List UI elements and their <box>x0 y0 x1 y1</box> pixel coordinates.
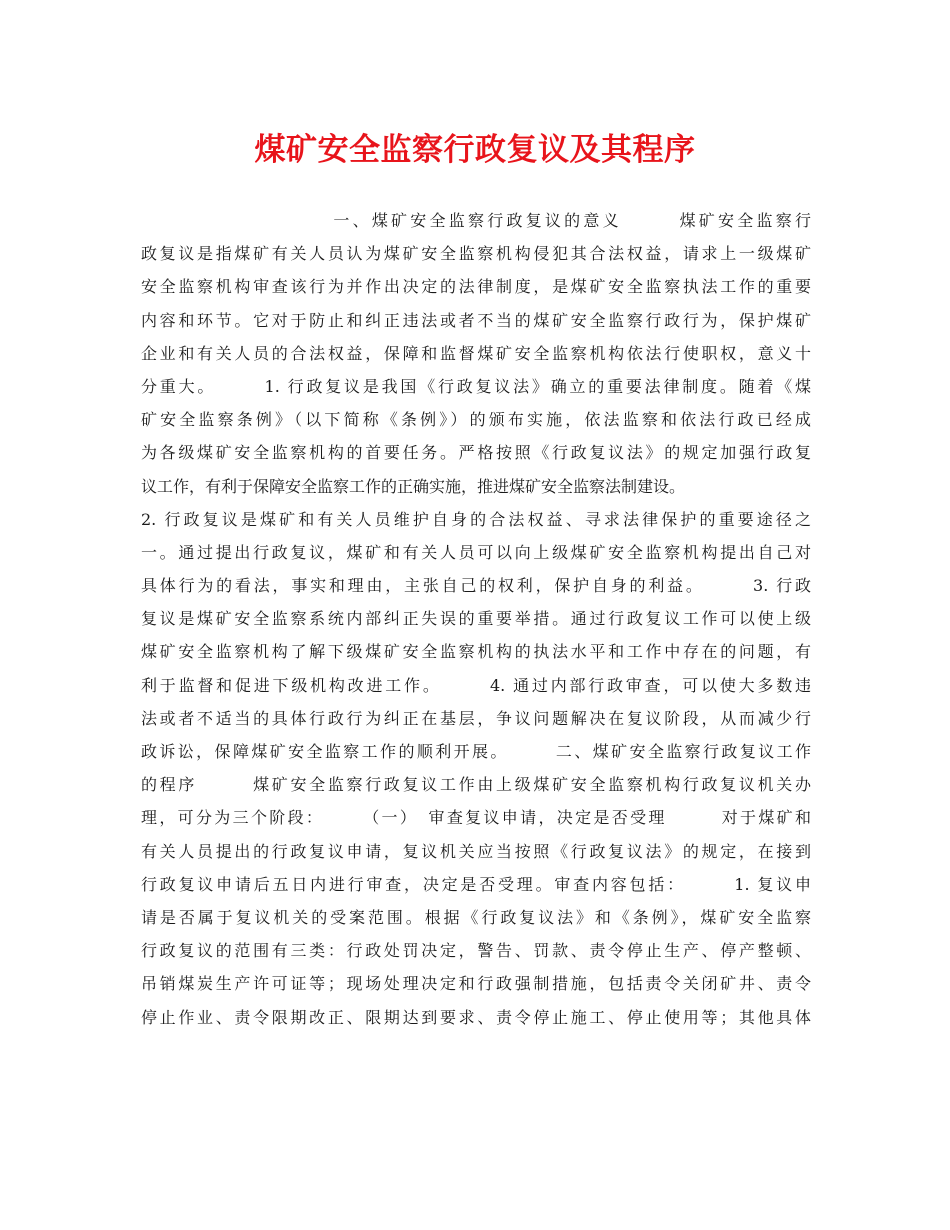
body-line: 政诉讼，保障煤矿安全监察工作的顺利开展。 二、煤矿安全监察行政复议工作 <box>141 742 811 761</box>
body-line: 2. 行政复议是煤矿和有关人员维护自身的合法权益、寻求法律保护的重要途径之 <box>141 509 811 529</box>
body-line: 为各级煤矿安全监察机构的首要任务。严格按照《行政复议法》的规定加强行政复 <box>141 443 811 463</box>
body-line: 吊销煤炭生产许可证等；现场处理决定和行政强制措施，包括责令关闭矿井、责令 <box>141 974 811 994</box>
body-line: 的程序 煤矿安全监察行政复议工作由上级煤矿安全监察机构行政复议机关办 <box>141 775 811 795</box>
body-line: 政复议是指煤矿有关人员认为煤矿安全监察机构侵犯其合法权益，请求上一级煤矿 <box>141 244 811 264</box>
body-line: 行政复议的范围有三类：行政处罚决定，警告、罚款、责令停止生产、停产整顿、 <box>141 941 811 961</box>
body-line: 内容和环节。它对于防止和纠正违法或者不当的煤矿安全监察行政行为，保护煤矿 <box>141 310 811 330</box>
body-line: 法或者不适当的具体行政行为纠正在基层，争议问题解决在复议阶段，从而减少行 <box>141 708 811 728</box>
body-line: 利于监督和促进下级机构改进工作。 4. 通过内部行政审查，可以使大多数违 <box>141 675 811 695</box>
body-line: 一。通过提出行政复议，煤矿和有关人员可以向上级煤矿安全监察机构提出自己对 <box>141 542 811 562</box>
body-line: 停止作业、责令限期改正、限期达到要求、责令停止施工、停止使用等；其他具体 <box>141 1007 811 1027</box>
body-line: 行政复议申请后五日内进行审查，决定是否受理。审查内容包括： 1. 复议申 <box>141 874 811 894</box>
document-title: 煤矿安全监察行政复议及其程序 <box>254 132 696 168</box>
body-line: 具体行为的看法，事实和理由，主张自己的权利，保护自身的利益。 3. 行政 <box>141 576 811 596</box>
body-line: 有关人员提出的行政复议申请，复议机关应当按照《行政复议法》的规定，在接到 <box>141 841 811 861</box>
body-line: 企业和有关人员的合法权益，保障和监督煤矿安全监察机构依法行使职权，意义十 <box>141 343 811 363</box>
body-line: 矿安全监察条例》（以下简称《条例》）的颁布实施，依法监察和依法行政已经成 <box>141 410 811 430</box>
body-line: 一、煤矿安全监察行政复议的意义 煤矿安全监察行 <box>141 211 811 230</box>
body-line: 分重大。 1. 行政复议是我国《行政复议法》确立的重要法律制度。随着《煤 <box>141 376 811 396</box>
document-body <box>141 204 811 1034</box>
body-line: 议工作，有利于保障安全监察工作的正确实施，推进煤矿安全监察法制建设。 <box>141 476 686 496</box>
body-line: 理，可分为三个阶段： （一） 审查复议申请，决定是否受理 对于煤矿和 <box>141 808 811 828</box>
body-line: 复议是煤矿安全监察系统内部纠正失误的重要举措。通过行政复议工作可以使上级 <box>141 609 811 629</box>
body-line: 请是否属于复议机关的受案范围。根据《行政复议法》和《条例》，煤矿安全监察 <box>141 907 811 927</box>
body-line: 安全监察机构审查该行为并作出决定的法律制度，是煤矿安全监察执法工作的重要 <box>141 277 811 297</box>
body-line: 煤矿安全监察机构了解下级煤矿安全监察机构的执法水平和工作中存在的问题，有 <box>141 642 811 662</box>
